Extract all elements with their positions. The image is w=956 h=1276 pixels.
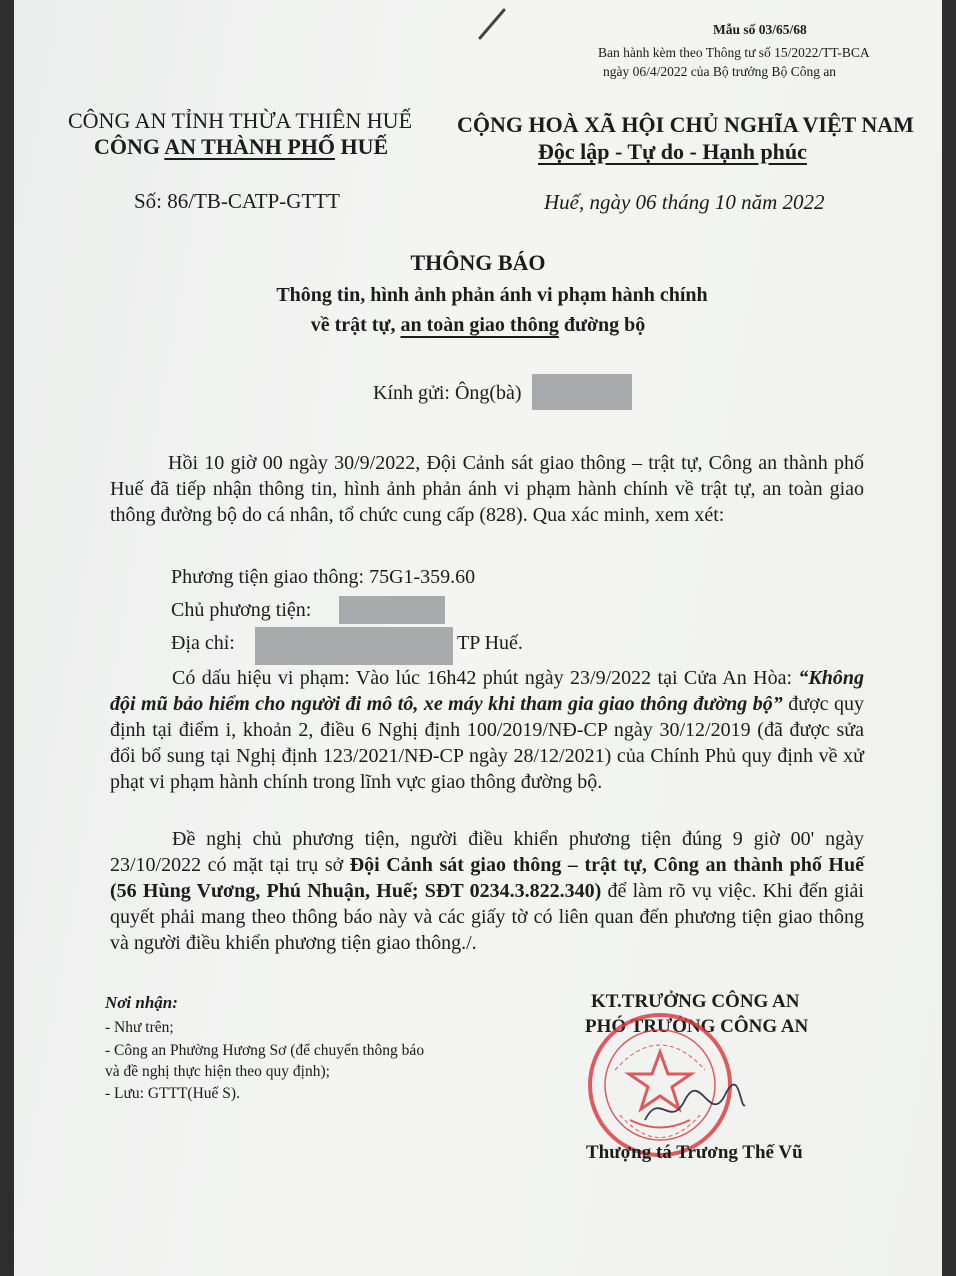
subtitle-underlined: an toàn giao thông: [400, 314, 559, 336]
redaction-recipient: [532, 374, 632, 410]
signer-name: Thượng tá Trương Thế Vũ: [586, 1142, 803, 1163]
recipients-heading: Nơi nhận:: [105, 993, 178, 1012]
request-office: Đội Cảnh sát giao thông – trật tự, Công an thành phố Huế (56 Hùng Vương, Phú Nhuận, Huế; SĐT 0234.3.822.340): [110, 854, 864, 902]
subtitle-part: đường bộ: [558, 314, 646, 336]
signature-title-1: KT.TRƯỞNG CÔNG AN: [591, 991, 800, 1012]
signature-title-2: PHÓ TRƯỞNG CÔNG AN: [585, 1016, 809, 1037]
recipient-item: - Lưu: GTTT(Huế S).: [105, 1085, 240, 1102]
address-city: TP Huế.: [457, 632, 523, 654]
agency-name: [94, 134, 388, 160]
greeting: Kính gửi: Ông(bà): [373, 382, 522, 404]
document-subtitle-2: [0, 314, 956, 337]
pen-mark: [470, 4, 510, 44]
redaction-address: [255, 627, 453, 665]
place-date: Huế, ngày 06 tháng 10 năm 2022: [544, 190, 825, 214]
recipient-item: và đề nghị thực hiện theo quy định);: [105, 1063, 330, 1080]
owner-label: Chủ phương tiện:: [171, 599, 312, 621]
document-title: THÔNG BÁO: [410, 250, 546, 275]
form-number: Mẫu số 03/65/68: [713, 22, 807, 37]
agency-name-part: HUẾ: [335, 134, 389, 159]
vehicle-plate: Phương tiện giao thông: 75G1-359.60: [171, 566, 476, 588]
violation-description: “Không đội mũ bảo hiểm cho người đi mô tô, xe máy khi tham gia giao thông đường bộ”: [110, 667, 864, 715]
national-motto: Độc lập - Tự do - Hạnh phúc: [538, 139, 807, 164]
national-title: CỘNG HOÀ XÃ HỘI CHỦ NGHĨA VIỆT NAM: [457, 112, 914, 137]
agency-parent: CÔNG AN TỈNH THỪA THIÊN HUẾ: [68, 108, 413, 133]
paragraph-request: [110, 826, 864, 956]
request-instructions: để làm rõ vụ việc. Khi đến giải quyết phải mang theo thông báo này và các giấy tờ có liên quan đến phương tiện giao thông và người điều khiển phương tiện giao thông./.: [110, 880, 864, 954]
redaction-owner: [339, 596, 445, 624]
form-issued-line-2: ngày 06/4/2022 của Bộ trưởng Bộ Công an: [603, 64, 837, 79]
agency-name-part: CÔNG: [94, 134, 165, 159]
document-number: Số: 86/TB-CATP-GTTT: [134, 189, 340, 213]
paragraph-violation: [110, 665, 864, 795]
recipient-item: - Công an Phường Hương Sơ (để chuyển thông báo: [105, 1042, 425, 1059]
agency-name-underlined: AN THÀNH PHỐ: [164, 134, 336, 159]
form-issued-line-1: Ban hành kèm theo Thông tư số 15/2022/TT-BCA: [598, 45, 870, 60]
recipient-item: - Như trên;: [105, 1019, 174, 1036]
violation-regulation: được quy định tại điểm i, khoản 2, điều 6 Nghị định 100/2019/NĐ-CP ngày 30/12/2019 (đã được sửa đổi bổ sung tại Nghị định 123/2021/NĐ-CP ngày 28/12/2021) của Chính Phủ quy định về xử phạt vi phạm hành chính trong lĩnh vực giao thông đường bộ.: [110, 693, 864, 793]
document-subtitle-1: Thông tin, hình ảnh phản ánh vi phạm hành chính: [276, 284, 708, 306]
paragraph-intro: Hồi 10 giờ 00 ngày 30/9/2022, Đội Cảnh sát giao thông – trật tự, Công an thành phố Huế đã tiếp nhận thông tin, hình ảnh phản ánh vi phạm hành chính về trật tự, an toàn giao thông đường bộ do cá nhân, tổ chức cung cấp (828). Qua xác minh, xem xét:: [110, 452, 864, 526]
handwritten-signature: [640, 1080, 750, 1135]
request-text: Đề nghị chủ phương tiện, người điều khiển phương tiện đúng 9 giờ 00' ngày 23/10/2022 có mặt tại trụ sở: [110, 828, 864, 876]
subtitle-part: về trật tự,: [310, 314, 401, 336]
violation-text: Có dấu hiệu vi phạm: Vào lúc 16h42 phút ngày 23/9/2022 tại Cửa An Hòa:: [172, 667, 799, 689]
address-label: Địa chỉ:: [171, 632, 235, 654]
